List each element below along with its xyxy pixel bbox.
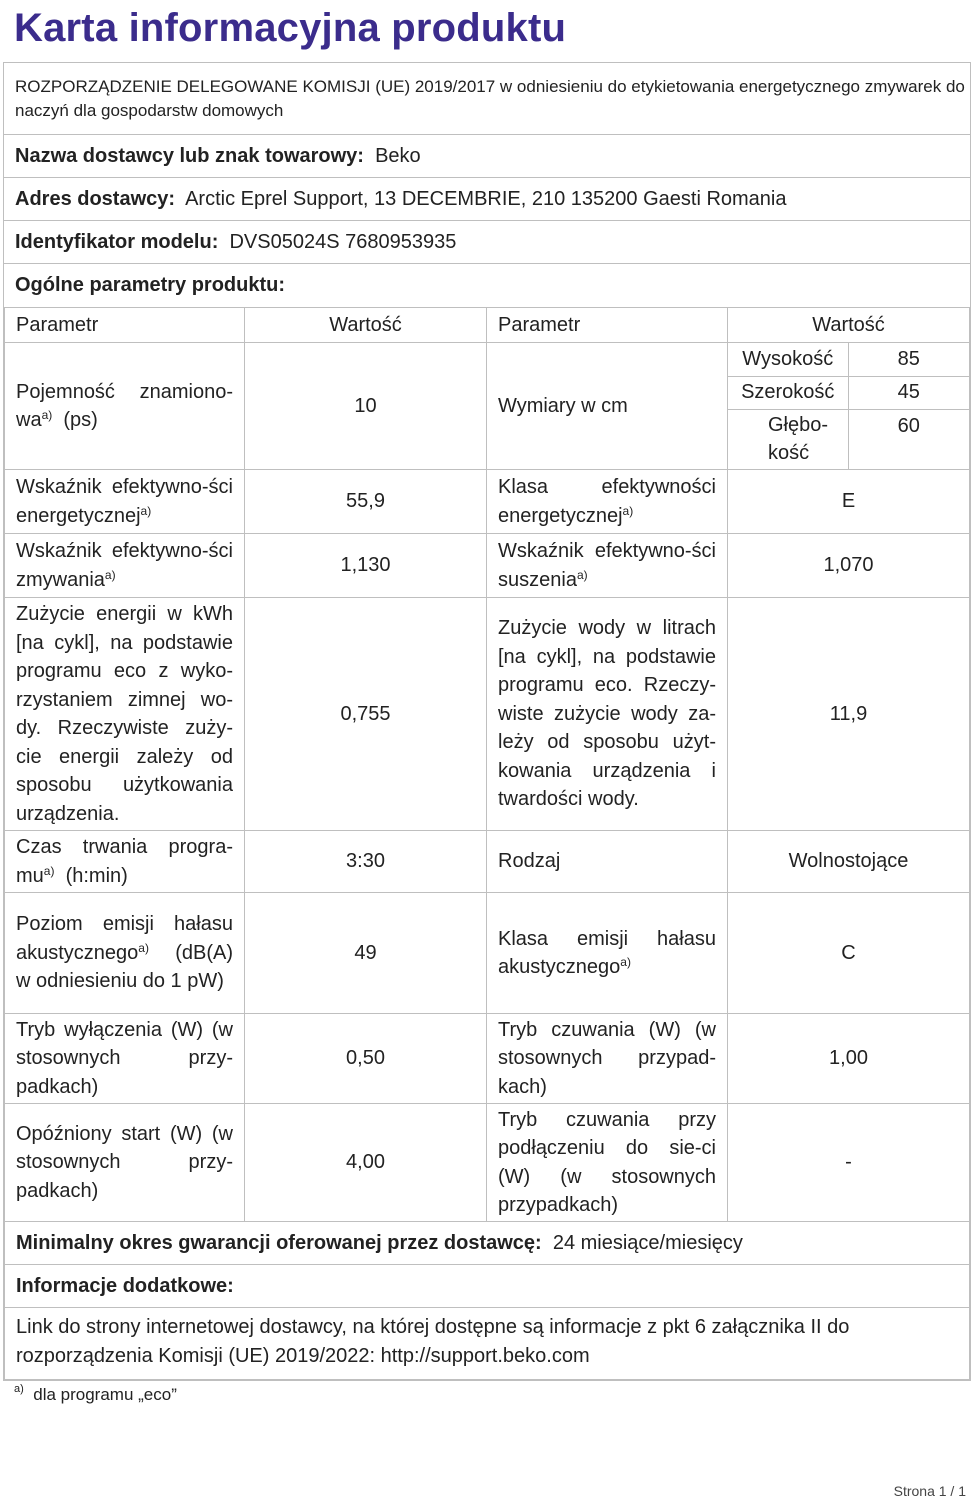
duration-label: Czas trwania progra-$mu^{a)}$ (h:min) [5, 831, 245, 893]
dimensions-cell [728, 343, 970, 470]
address-row [4, 178, 970, 221]
table-row [5, 343, 970, 470]
model-label: Identyfikator modelu: [15, 231, 219, 253]
noise-value: 49 [245, 893, 487, 1014]
table-row [5, 831, 970, 893]
water-consumption-label: Zużycie wody w litrach [na cykl], na podstawie programu eco. Rzeczy-wiste zużycie wody za-leży od sposobu użyt-kowania urządzenia i twardości wody. [487, 598, 728, 831]
supplier-row [4, 135, 970, 178]
energy-class-label: Klasa efektywności energetycznej$^{a)}$ [487, 470, 728, 534]
dimensions-label: Wymiary w cm [487, 343, 728, 470]
noise-class-value: C [728, 893, 970, 1014]
table-row [5, 1014, 970, 1104]
noise-class-label: Klasa emisji hałasu akustycznego$^{a)}$ [487, 893, 728, 1014]
width-value: 45 [848, 376, 969, 409]
capacity-label: Pojemność znamiono-$wa^{a)}$ (ps) [5, 343, 245, 470]
supplier-link-text: Link do strony internetowej dostawcy, na której dostępne są informacje z pkt 6 załącznika II do rozporządzenia Komisji (UE) 2019/2022: http://support.beko.com [5, 1308, 969, 1380]
warranty-row [5, 1222, 969, 1265]
depth-value: 60 [848, 409, 969, 469]
table-row [5, 534, 970, 598]
drying-value: 1,070 [728, 534, 970, 598]
product-sheet [3, 62, 971, 1381]
cleaning-label: Wskaźnik efektywno-ści zmywania$^{a)}$ [5, 534, 245, 598]
type-label: Rodzaj [487, 831, 728, 893]
model-row [4, 221, 970, 264]
page-title: Karta informacyjna produktu [14, 6, 567, 50]
type-value: Wolnostojące [728, 831, 970, 893]
energy-consumption-value: 0,755 [245, 598, 487, 831]
parameters-table [4, 307, 970, 1222]
off-mode-label: Tryb wyłączenia (W) (w stosownych przy-padkach) [5, 1014, 245, 1104]
general-params-label: Ogólne parametry produktu: [15, 274, 286, 296]
eei-label: Wskaźnik efektywno-ści energetycznej$^{a)}$ [5, 470, 245, 534]
width-label: Szerokość [728, 376, 848, 409]
delay-start-value: 4,00 [245, 1104, 487, 1222]
supplier-value: Beko [375, 145, 421, 167]
table-row [5, 893, 970, 1014]
supplier-label: Nazwa dostawcy lub znak towarowy: [15, 145, 364, 167]
model-value: DVS05024S 7680953935 [229, 231, 457, 253]
table-row [5, 1104, 970, 1222]
after-table [4, 1222, 970, 1381]
depth-label: Głębo-kość [728, 409, 848, 469]
footnote-text: dla programu „eco” [33, 1385, 177, 1404]
networked-standby-value: - [728, 1104, 970, 1222]
additional-info-row [5, 1265, 969, 1308]
cleaning-value: 1,130 [245, 534, 487, 598]
table-header-row [5, 308, 970, 343]
capacity-value: 10 [245, 343, 487, 470]
energy-consumption-label: Zużycie energii w kWh [na cykl], na podstawie programu eco z wyko-rzystaniem zimnej wo-dy. Rzeczywiste zuży-cie energii zależy od sposobu użytkowania urządzenia. [5, 598, 245, 831]
warranty-value: 24 miesiące/miesięcy [552, 1232, 743, 1254]
page-number: Strona 1 / 1 [893, 1483, 966, 1499]
noise-label: Poziom emisji hałasu akustycznego$^{a)}$ (dB(A) w odniesieniu do 1 pW) [5, 893, 245, 1014]
height-value: 85 [848, 343, 969, 376]
additional-info-label: Informacje dodatkowe: [16, 1275, 234, 1297]
delay-start-label: Opóźniony start (W) (w stosownych przy-padkach) [5, 1104, 245, 1222]
header-param-2: Parametr [487, 308, 728, 343]
table-row [5, 598, 970, 831]
header-param-1: Parametr [5, 308, 245, 343]
warranty-label: Minimalny okres gwarancji oferowanej przez dostawcę: [16, 1232, 542, 1254]
regulation-text: ROZPORZĄDZENIE DELEGOWANE KOMISJI (UE) 2019/2017 w odniesieniu do etykietowania energetycznego zmywarek do naczyń dla gospodarstw domowych [4, 63, 970, 135]
table-row [5, 470, 970, 534]
energy-class-value: E [728, 470, 970, 534]
general-params-row [4, 264, 970, 307]
water-consumption-value: 11,9 [728, 598, 970, 831]
footnote-mark: a) [14, 1383, 24, 1395]
header-value-2: Wartość [728, 308, 970, 343]
standby-value: 1,00 [728, 1014, 970, 1104]
address-value: Arctic Eprel Support, 13 DECEMBRIE, 210 135200 Gaesti Romania [185, 188, 787, 210]
eei-value: 55,9 [245, 470, 487, 534]
drying-label: Wskaźnik efektywno-ści suszenia$^{a)}$ [487, 534, 728, 598]
address-label: Adres dostawcy: [15, 188, 176, 210]
off-mode-value: 0,50 [245, 1014, 487, 1104]
duration-value: 3:30 [245, 831, 487, 893]
standby-label: Tryb czuwania (W) (w stosownych przypad-kach) [487, 1014, 728, 1104]
footnote [14, 1385, 177, 1405]
networked-standby-label: Tryb czuwania przy podłączeniu do sie-ci (W) (w stosownych przypadkach) [487, 1104, 728, 1222]
height-label: Wysokość [728, 343, 848, 376]
dimensions-table [728, 343, 969, 469]
header-value-1: Wartość [245, 308, 487, 343]
